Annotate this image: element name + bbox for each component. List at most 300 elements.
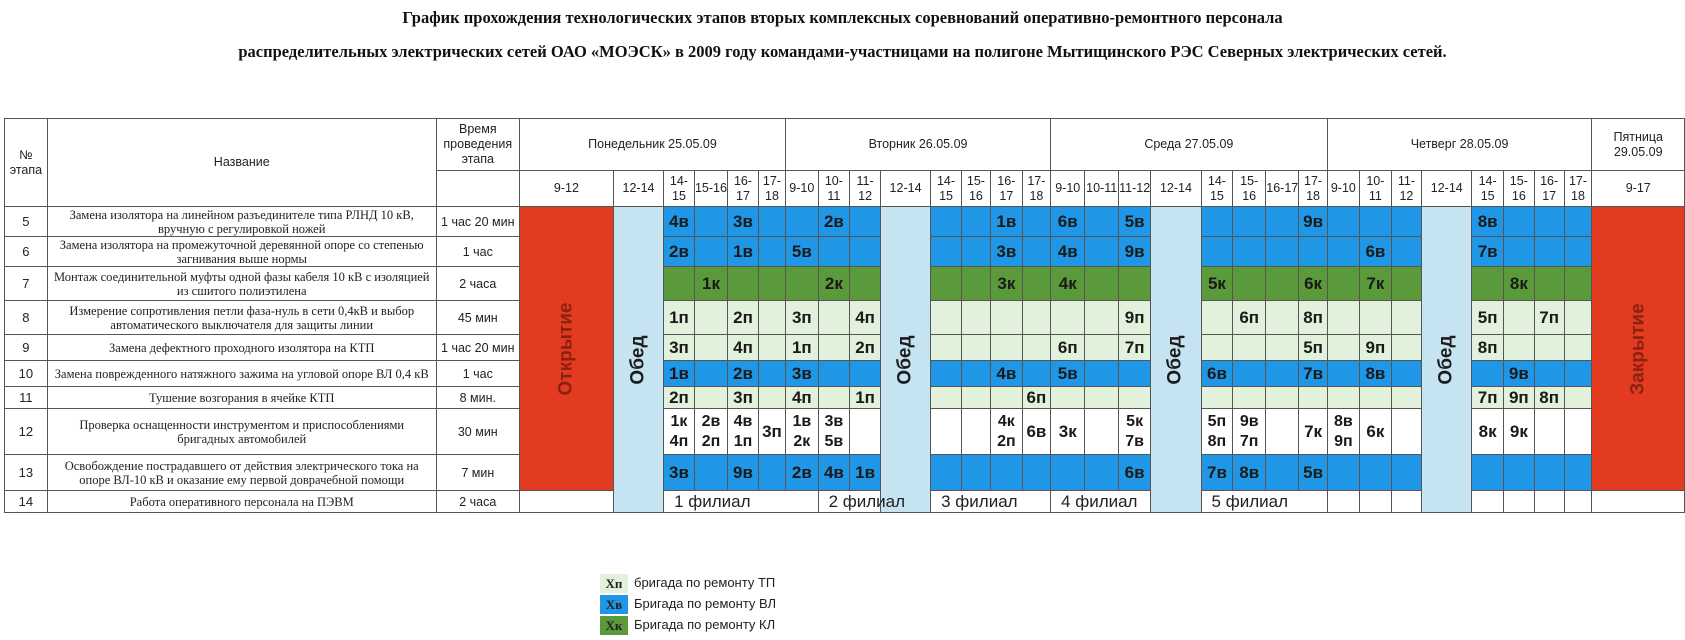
schedule-cell: 7п [1118, 335, 1151, 361]
schedule-cell [1327, 237, 1359, 267]
schedule-cell: 3к [990, 267, 1022, 301]
header-time-slot: 10-11 [1085, 171, 1118, 207]
schedule-cell: 1к [694, 267, 727, 301]
header-time-slot: 11-12 [850, 171, 881, 207]
brigade-code: 9п [1334, 432, 1353, 450]
schedule-cell [850, 207, 881, 237]
header-time-slot: 14-15 [931, 171, 962, 207]
schedule-cell: 4к [1051, 267, 1085, 301]
schedule-cell [1233, 237, 1266, 267]
header-day: Вторник 26.05.09 [786, 119, 1051, 171]
lunch-label: Обед [1435, 334, 1457, 385]
schedule-cell [1085, 237, 1118, 267]
schedule-cell [1266, 237, 1299, 267]
schedule-cell: 7к [1360, 267, 1392, 301]
stage-duration: 30 мин [436, 409, 519, 455]
stage-duration: 7 мин [436, 455, 519, 491]
schedule-cell [990, 387, 1022, 409]
schedule-cell [818, 301, 850, 335]
schedule-cell [961, 301, 990, 335]
schedule-cell [1022, 361, 1050, 387]
schedule-cell [850, 267, 881, 301]
header-time-slot: 16-17 [728, 171, 759, 207]
schedule-cell [1503, 237, 1534, 267]
schedule-cell: 4в [1051, 237, 1085, 267]
schedule-cell: 8к [1503, 267, 1534, 301]
schedule-cell [1201, 301, 1233, 335]
schedule-cell [1391, 267, 1421, 301]
lunch-block [880, 207, 930, 513]
schedule-cell [1327, 387, 1359, 409]
schedule-table [4, 118, 1685, 513]
schedule-cell [694, 361, 727, 387]
schedule-cell [1118, 409, 1151, 455]
brigade-code: 2п [997, 432, 1016, 450]
schedule-cell [694, 409, 727, 455]
schedule-cell [1118, 267, 1151, 301]
schedule-cell [961, 409, 990, 455]
schedule-cell: 7в [1299, 361, 1327, 387]
stage-name: Измерение сопротивления петли фаза-нуль в сети 0,4кВ и выбор автоматического выключателя для защиты линии [47, 301, 436, 335]
schedule-cell [1085, 387, 1118, 409]
schedule-cell [1391, 361, 1421, 387]
legend-item-tp [600, 574, 775, 593]
stage-number: 7 [5, 267, 48, 301]
brigade-code: 2к [793, 432, 811, 450]
schedule-cell [1022, 301, 1050, 335]
schedule-cell [1391, 335, 1421, 361]
schedule-cell: 7п [1472, 387, 1504, 409]
header-day: Четверг 28.05.09 [1327, 119, 1592, 171]
schedule-cell [1051, 455, 1085, 491]
stage-duration: 1 час [436, 237, 519, 267]
schedule-cell [1327, 361, 1359, 387]
schedule-cell [1472, 267, 1504, 301]
schedule-cell [1085, 335, 1118, 361]
schedule-cell [1360, 301, 1392, 335]
schedule-cell [1564, 237, 1592, 267]
schedule-cell [1327, 409, 1359, 455]
schedule-cell [786, 207, 819, 237]
legend-label-kl: Бригада по ремонту КЛ [634, 616, 776, 632]
schedule-cell [1360, 491, 1392, 513]
stage-row [5, 207, 1685, 237]
schedule-cell [1085, 301, 1118, 335]
schedule-cell [818, 409, 850, 455]
schedule-cell [1299, 387, 1327, 409]
lunch-label: Обед [894, 334, 916, 385]
schedule-cell [1534, 335, 1564, 361]
schedule-cell [1327, 335, 1359, 361]
schedule-cell [1534, 361, 1564, 387]
schedule-cell: 6п [1022, 387, 1050, 409]
schedule-cell: 2в [728, 361, 759, 387]
schedule-cell: 9в [1299, 207, 1327, 237]
header-time-slot: 17-18 [1022, 171, 1050, 207]
brigade-code: 7п [1239, 432, 1259, 450]
header-time-slot: 17-18 [758, 171, 785, 207]
brigade-code: 4в [733, 412, 753, 430]
schedule-cell: 5п [1472, 301, 1504, 335]
schedule-cell [1266, 455, 1299, 491]
schedule-cell [961, 237, 990, 267]
schedule-cell: 2п [728, 301, 759, 335]
header-day: Среда 27.05.09 [1051, 119, 1328, 171]
schedule-cell [1266, 361, 1299, 387]
opening-label: Открытие [555, 302, 577, 395]
stage-duration: 8 мин. [436, 387, 519, 409]
header-time-slot: 9-12 [519, 171, 613, 207]
stage-number: 9 [5, 335, 48, 361]
schedule-cell [961, 335, 990, 361]
schedule-cell: 1в [990, 207, 1022, 237]
schedule-cell [786, 409, 819, 455]
schedule-cell: 5в [1051, 361, 1085, 387]
closing-label: Закрытие [1627, 302, 1649, 395]
schedule-cell: 6в [1360, 237, 1392, 267]
schedule-cell [728, 409, 759, 455]
stage-number: 12 [5, 409, 48, 455]
schedule-cell: 1п [664, 301, 695, 335]
schedule-cell: 7в [1472, 237, 1504, 267]
schedule-cell [850, 361, 881, 387]
header-time-slot: 12-14 [1151, 171, 1201, 207]
schedule-cell [850, 409, 881, 455]
schedule-cell [1201, 237, 1233, 267]
header-time-slot: 15-16 [1233, 171, 1266, 207]
schedule-cell [664, 409, 695, 455]
schedule-cell: 4п [728, 335, 759, 361]
brigade-code: 4к [997, 412, 1015, 430]
schedule-cell [1022, 237, 1050, 267]
schedule-cell [1233, 335, 1266, 361]
legend-swatch-tp: Хп [600, 574, 628, 593]
schedule-cell [1472, 361, 1504, 387]
header-time-slot: 16-17 [1266, 171, 1299, 207]
schedule-cell [1118, 387, 1151, 409]
schedule-cell [850, 237, 881, 267]
schedule-cell [990, 455, 1022, 491]
header-stage-name: Название [47, 119, 436, 207]
schedule-cell [758, 267, 785, 301]
stage-name: Замена изолятора на промежуточной деревянной опоре со степенью загнивания выше нормы [47, 237, 436, 267]
schedule-cell [1327, 267, 1359, 301]
opening-block-end [519, 491, 613, 513]
schedule-cell [1327, 301, 1359, 335]
schedule-cell [961, 207, 990, 237]
schedule-cell: 1п [786, 335, 819, 361]
stage-number: 14 [5, 491, 48, 513]
schedule-cell [694, 455, 727, 491]
closing-block-end [1592, 491, 1685, 513]
schedule-cell: 3в [786, 361, 819, 387]
schedule-cell [1327, 207, 1359, 237]
schedule-cell [1503, 301, 1534, 335]
schedule-cell [1564, 491, 1592, 513]
brigade-code: 7в [1125, 432, 1144, 450]
schedule-cell [664, 267, 695, 301]
schedule-cell [1534, 207, 1564, 237]
schedule-cell [1085, 267, 1118, 301]
schedule-cell: 6в [1051, 207, 1085, 237]
schedule-cell [1360, 207, 1392, 237]
header-time-slot: 14-15 [1472, 171, 1504, 207]
schedule-cell: 9п [1360, 335, 1392, 361]
schedule-cell: 2в [786, 455, 819, 491]
schedule-cell: 9в [728, 455, 759, 491]
schedule-cell: 9к [1503, 409, 1534, 455]
schedule-cell: 2к [818, 267, 850, 301]
header-time-slot: 11-12 [1118, 171, 1151, 207]
schedule-cell: 6п [1051, 335, 1085, 361]
schedule-cell [818, 361, 850, 387]
schedule-cell [1391, 455, 1421, 491]
schedule-cell: 6к [1360, 409, 1392, 455]
schedule-cell: 9в [1503, 361, 1534, 387]
stage-duration: 1 час 20 мин [436, 207, 519, 237]
schedule-cell [1564, 335, 1592, 361]
schedule-cell [961, 361, 990, 387]
schedule-cell [1118, 361, 1151, 387]
header-time-slot: 15-16 [694, 171, 727, 207]
stage-name: Работа оперативного персонала на ПЭВМ [47, 491, 436, 513]
schedule-cell: 9п [1503, 387, 1534, 409]
schedule-cell [931, 409, 962, 455]
schedule-cell: 3в [664, 455, 695, 491]
lunch-block [1422, 207, 1472, 513]
schedule-cell: 3п [664, 335, 695, 361]
schedule-cell [1360, 455, 1392, 491]
legend-label-vl: Бригада по ремонту ВЛ [634, 595, 777, 611]
schedule-cell [1391, 237, 1421, 267]
lunch-label: Обед [1164, 334, 1186, 385]
schedule-cell [931, 267, 962, 301]
schedule-cell: 4п [786, 387, 819, 409]
title-line-1: График прохождения технологических этапов вторых комплексных соревнований оперативно-ремонтного персонала [402, 8, 1283, 27]
schedule-cell [931, 335, 962, 361]
schedule-cell [758, 207, 785, 237]
schedule-cell [1391, 409, 1421, 455]
schedule-cell [818, 335, 850, 361]
schedule-cell [1327, 455, 1359, 491]
schedule-cell [990, 301, 1022, 335]
schedule-cell [1266, 335, 1299, 361]
schedule-cell: 3в [728, 207, 759, 237]
schedule-cell [1085, 361, 1118, 387]
header-time-slot: 9-10 [1051, 171, 1085, 207]
stage-name: Замена изолятора на линейном разъединителе типа РЛНД 10 кВ, вручную с регулировкой ножей [47, 207, 436, 237]
schedule-cell [694, 207, 727, 237]
schedule-cell [1391, 491, 1421, 513]
schedule-cell [758, 387, 785, 409]
schedule-cell [990, 409, 1022, 455]
schedule-cell: 4в [990, 361, 1022, 387]
schedule-cell [1201, 207, 1233, 237]
schedule-cell [1534, 491, 1564, 513]
schedule-cell: 6к [1299, 267, 1327, 301]
schedule-cell [818, 237, 850, 267]
header-duration: Время проведения этапа [436, 119, 519, 171]
stage-number: 6 [5, 237, 48, 267]
header-time-slot: 16-17 [990, 171, 1022, 207]
schedule-cell [1233, 409, 1266, 455]
schedule-cell [1503, 207, 1534, 237]
schedule-cell [1233, 387, 1266, 409]
legend-item-vl [600, 595, 776, 614]
header-time-slot: 11-12 [1391, 171, 1421, 207]
schedule-cell [1534, 409, 1564, 455]
schedule-cell [931, 237, 962, 267]
schedule-cell [1233, 267, 1266, 301]
schedule-cell [1299, 237, 1327, 267]
schedule-cell: 2в [818, 207, 850, 237]
schedule-cell: 4п [850, 301, 881, 335]
header-time-slot: 14-15 [1201, 171, 1233, 207]
branch-label: 2 филиал [818, 491, 931, 513]
header-time-slot: 9-10 [786, 171, 819, 207]
header-time-slot: 15-16 [961, 171, 990, 207]
schedule-cell: 6п [1233, 301, 1266, 335]
schedule-cell [1327, 491, 1359, 513]
branch-label: 1 филиал [664, 491, 819, 513]
schedule-cell: 2в [664, 237, 695, 267]
schedule-cell [1564, 387, 1592, 409]
schedule-cell [1201, 409, 1233, 455]
schedule-cell [1201, 335, 1233, 361]
stage-number: 11 [5, 387, 48, 409]
schedule-cell [1201, 387, 1233, 409]
schedule-cell: 6в [1022, 409, 1050, 455]
brigade-code: 1к [670, 412, 688, 430]
header-time-slot: 14-15 [664, 171, 695, 207]
stage-number: 8 [5, 301, 48, 335]
brigade-code: 8п [1207, 432, 1227, 450]
header-time-slot: 16-17 [1534, 171, 1564, 207]
schedule-cell: 5в [786, 237, 819, 267]
schedule-cell [694, 335, 727, 361]
title-line-2: распределительных электрических сетей ОАО «МОЭСК» в 2009 году командами-участницами на полигоне Мытищинского РЭС Северных электрических сетей. [238, 42, 1447, 61]
stage-number: 10 [5, 361, 48, 387]
stage-duration: 1 час 20 мин [436, 335, 519, 361]
lunch-label: Обед [627, 334, 649, 385]
schedule-cell: 5в [1299, 455, 1327, 491]
schedule-cell: 2п [850, 335, 881, 361]
brigade-code: 5п [1207, 412, 1227, 430]
schedule-cell [818, 387, 850, 409]
brigade-code: 5в [824, 432, 844, 450]
header-duration-empty [436, 171, 519, 207]
brigade-code: 5к [1126, 412, 1144, 430]
stage-name: Замена дефектного проходного изолятора на КТП [47, 335, 436, 361]
schedule-cell [961, 387, 990, 409]
schedule-cell [1391, 301, 1421, 335]
schedule-cell [1564, 207, 1592, 237]
schedule-cell [1391, 387, 1421, 409]
schedule-cell: 9п [1118, 301, 1151, 335]
schedule-cell [1233, 361, 1266, 387]
schedule-cell [1022, 207, 1050, 237]
schedule-cell: 8в [1472, 207, 1504, 237]
schedule-cell: 3п [728, 387, 759, 409]
schedule-cell [961, 267, 990, 301]
schedule-cell: 1в [664, 361, 695, 387]
schedule-cell: 1в [728, 237, 759, 267]
schedule-cell [931, 207, 962, 237]
schedule-cell [758, 335, 785, 361]
schedule-cell [931, 361, 962, 387]
schedule-cell [931, 387, 962, 409]
schedule-cell: 5в [1118, 207, 1151, 237]
schedule-cell: 5п [1299, 335, 1327, 361]
stage-name: Проверка оснащенности инструментом и приспособлениями бригадных автомобилей [47, 409, 436, 455]
schedule-cell [1233, 207, 1266, 237]
schedule-cell [931, 301, 962, 335]
schedule-cell: 3в [990, 237, 1022, 267]
opening-block [519, 207, 613, 491]
header-time-slot: 10-11 [818, 171, 850, 207]
schedule-cell [758, 237, 785, 267]
header-day: Понедельник 25.05.09 [519, 119, 785, 171]
schedule-cell: 7к [1299, 409, 1327, 455]
schedule-cell [1022, 335, 1050, 361]
schedule-cell [1564, 267, 1592, 301]
schedule-cell [1564, 361, 1592, 387]
schedule-cell [1503, 455, 1534, 491]
schedule-cell: 2п [664, 387, 695, 409]
schedule-cell [786, 267, 819, 301]
closing-block [1592, 207, 1685, 491]
schedule-cell [1022, 267, 1050, 301]
branch-label: 5 филиал [1201, 491, 1327, 513]
schedule-cell: 1п [850, 387, 881, 409]
stage-name: Монтаж соединительной муфты одной фазы кабеля 10 кВ с изоляцией из сшитого полиэтилена [47, 267, 436, 301]
schedule-cell [758, 455, 785, 491]
header-day: Пятница 29.05.09 [1592, 119, 1685, 171]
lunch-block [613, 207, 663, 513]
schedule-cell: 9в [1118, 237, 1151, 267]
header-time-slot: 12-14 [880, 171, 930, 207]
header-time-slot: 9-17 [1592, 171, 1685, 207]
schedule-cell: 3к [1051, 409, 1085, 455]
header-time-slot: 12-14 [613, 171, 663, 207]
stage-number: 13 [5, 455, 48, 491]
schedule-cell [694, 387, 727, 409]
brigade-code: 3в [824, 412, 844, 430]
schedule-cell: 1в [850, 455, 881, 491]
schedule-cell [758, 301, 785, 335]
schedule-cell [1085, 207, 1118, 237]
schedule-cell: 8в [1360, 361, 1392, 387]
schedule-cell [1266, 301, 1299, 335]
schedule-cell: 7п [1534, 301, 1564, 335]
schedule-cell [694, 301, 727, 335]
header-time-slot: 15-16 [1503, 171, 1534, 207]
schedule-cell: 8п [1534, 387, 1564, 409]
legend-swatch-vl: Хв [600, 595, 628, 614]
schedule-cell: 4в [818, 455, 850, 491]
lunch-block [1151, 207, 1201, 513]
schedule-cell [1360, 387, 1392, 409]
header-time-slot: 10-11 [1360, 171, 1392, 207]
schedule-cell [961, 455, 990, 491]
stage-name: Тушение возгорания в ячейке КТП [47, 387, 436, 409]
schedule-cell [990, 335, 1022, 361]
schedule-cell [1534, 237, 1564, 267]
legend-item-kl [600, 616, 775, 635]
schedule-cell: 7в [1201, 455, 1233, 491]
stage-duration: 2 часа [436, 267, 519, 301]
brigade-code: 4п [669, 432, 689, 450]
